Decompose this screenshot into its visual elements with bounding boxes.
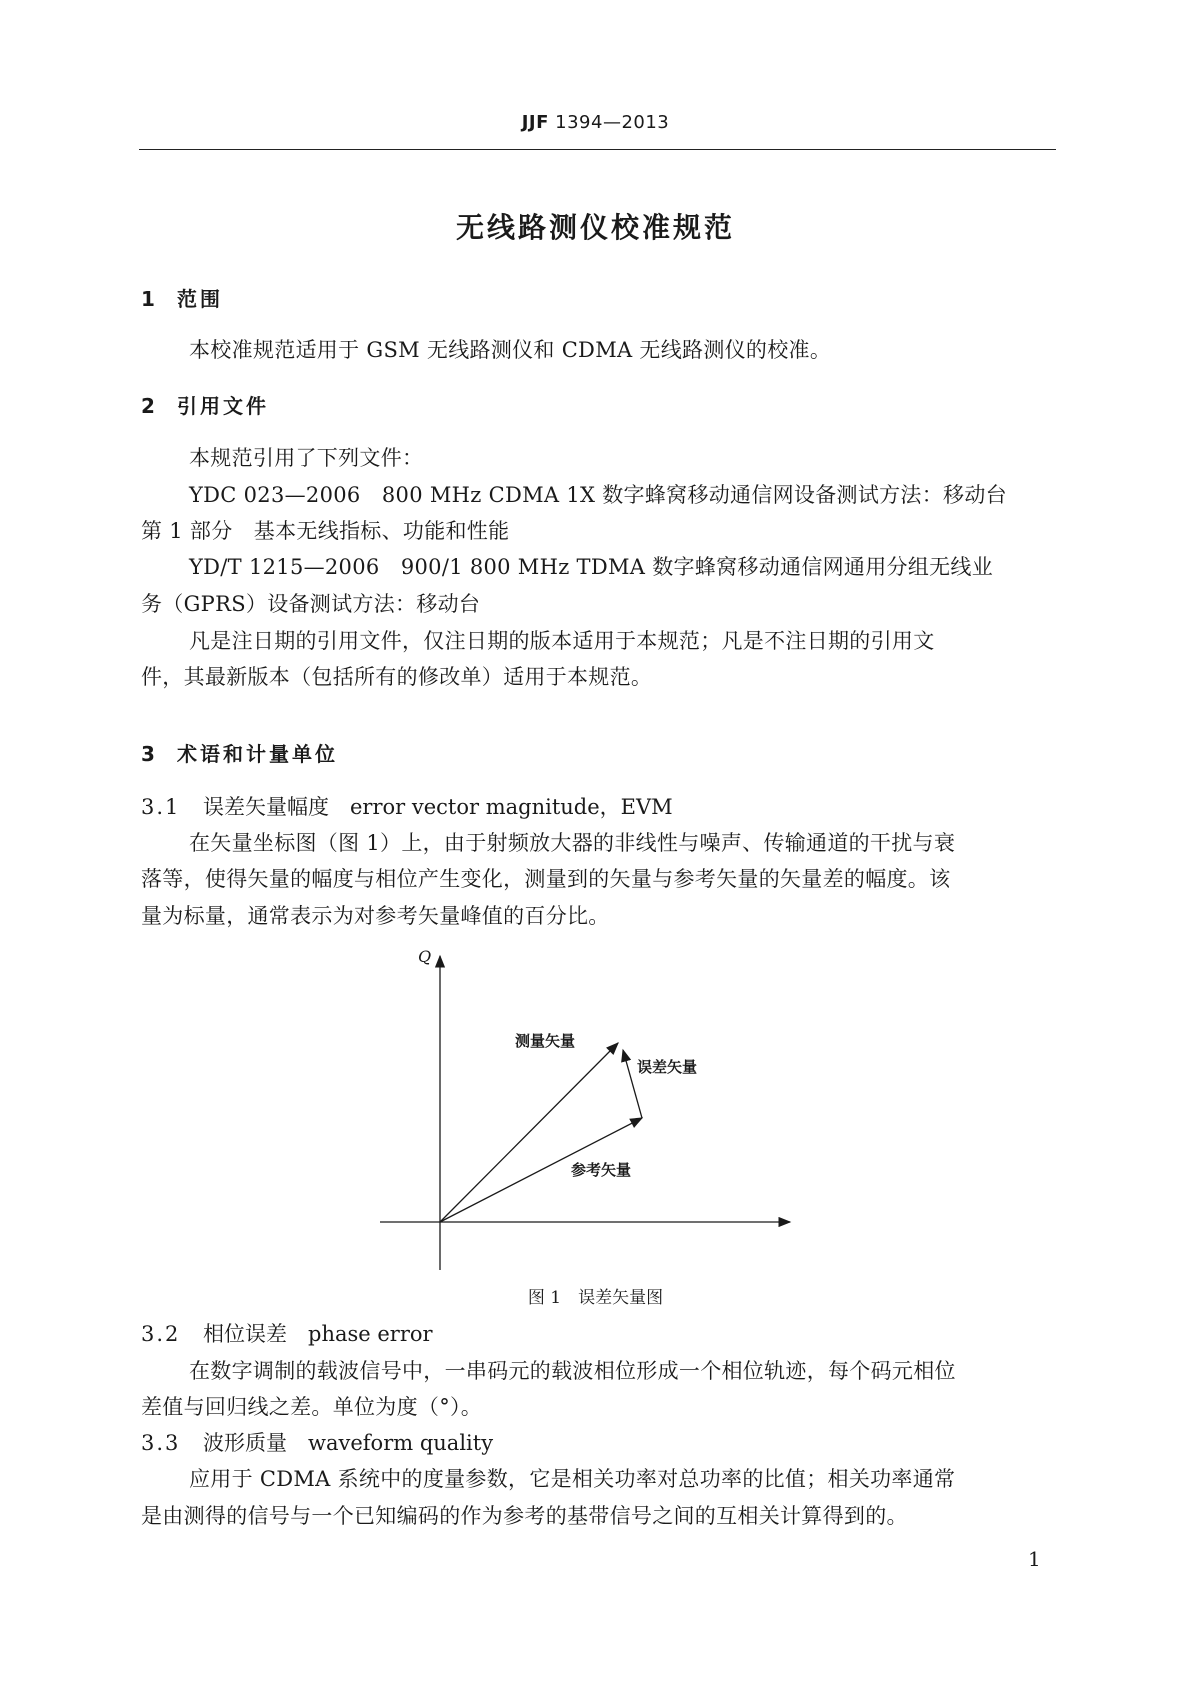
- refs-note-line2: 件，其最新版本（包括所有的修改单）适用于本规范。: [141, 665, 653, 689]
- section-number: 3: [141, 742, 155, 766]
- section-title: 范围: [177, 287, 223, 311]
- error-vector-label: 误差矢量: [637, 1058, 698, 1076]
- ref1-line2: 第 1 部分 基本无线指标、功能和性能: [141, 519, 510, 543]
- section-1-heading: [141, 283, 223, 312]
- header-rule: [139, 149, 1056, 150]
- term-3-3-heading: [141, 1427, 493, 1457]
- term-number: 3.1: [141, 795, 181, 819]
- term-3-1-line2: 落等，使得矢量的幅度与相位产生变化，测量到的矢量与参考矢量的矢量差的幅度。该: [141, 867, 951, 891]
- header-code-bold: JJF: [521, 112, 549, 133]
- measured-vector-label: 测量矢量: [515, 1032, 576, 1050]
- section-number: 2: [141, 394, 155, 418]
- ref2-line2: 务（GPRS）设备测试方法：移动台: [141, 592, 481, 616]
- header-code-rest: 1394—2013: [548, 112, 670, 133]
- section-title: 引用文件: [177, 394, 269, 418]
- page-title: 无线路测仪校准规范: [455, 211, 735, 244]
- ref2-line1: YD/T 1215—2006 900/1 800 MHz TDMA 数字蜂窝移动通信网通用分组无线业: [189, 555, 994, 579]
- term-3-2-heading: [141, 1318, 433, 1348]
- section-number: 1: [141, 287, 155, 311]
- section-3-heading: [141, 738, 338, 767]
- figure-caption: 图 1 误差矢量图: [527, 1288, 664, 1308]
- term-title: 误差矢量幅度 error vector magnitude，EVM: [203, 795, 673, 819]
- term-3-2-line1: 在数字调制的载波信号中，一串码元的载波相位形成一个相位轨迹，每个码元相位: [189, 1359, 956, 1383]
- term-3-3-line1: 应用于 CDMA 系统中的度量参数，它是相关功率对总功率的比值；相关功率通常: [189, 1467, 956, 1491]
- term-3-2-line2: 差值与回归线之差。单位为度（°）。: [141, 1395, 483, 1419]
- reference-vector-label: 参考矢量: [571, 1161, 632, 1179]
- running-header: [0, 112, 1191, 133]
- evm-vector-diagram: [380, 940, 800, 1280]
- term-3-3-line2: 是由测得的信号与一个已知编码的作为参考的基带信号之间的互相关计算得到的。: [141, 1504, 908, 1528]
- term-title: 相位误差 phase error: [203, 1322, 433, 1346]
- term-3-1-line1: 在矢量坐标图（图 1）上，由于射频放大器的非线性与噪声、传输通道的干扰与衰: [189, 831, 956, 855]
- scope-paragraph: 本校准规范适用于 GSM 无线路测仪和 CDMA 无线路测仪的校准。: [189, 338, 832, 362]
- refs-note-line1: 凡是注日期的引用文件，仅注日期的版本适用于本规范；凡是不注日期的引用文: [189, 629, 935, 653]
- ref1-line1: YDC 023—2006 800 MHz CDMA 1X 数字蜂窝移动通信网设备测试方法：移动台: [189, 483, 1007, 507]
- page-number: 1: [1028, 1547, 1041, 1571]
- section-title: 术语和计量单位: [177, 742, 338, 766]
- term-3-1-line3: 量为标量，通常表示为对参考矢量峰值的百分比。: [141, 904, 610, 928]
- q-axis-label: Q: [418, 947, 432, 966]
- term-3-1-heading: [141, 791, 673, 821]
- term-number: 3.3: [141, 1431, 181, 1455]
- measured-vector-arrow: [440, 1043, 618, 1222]
- term-number: 3.2: [141, 1322, 181, 1346]
- refs-intro: 本规范引用了下列文件：: [189, 446, 424, 470]
- section-2-heading: [141, 390, 269, 419]
- term-title: 波形质量 waveform quality: [203, 1431, 494, 1455]
